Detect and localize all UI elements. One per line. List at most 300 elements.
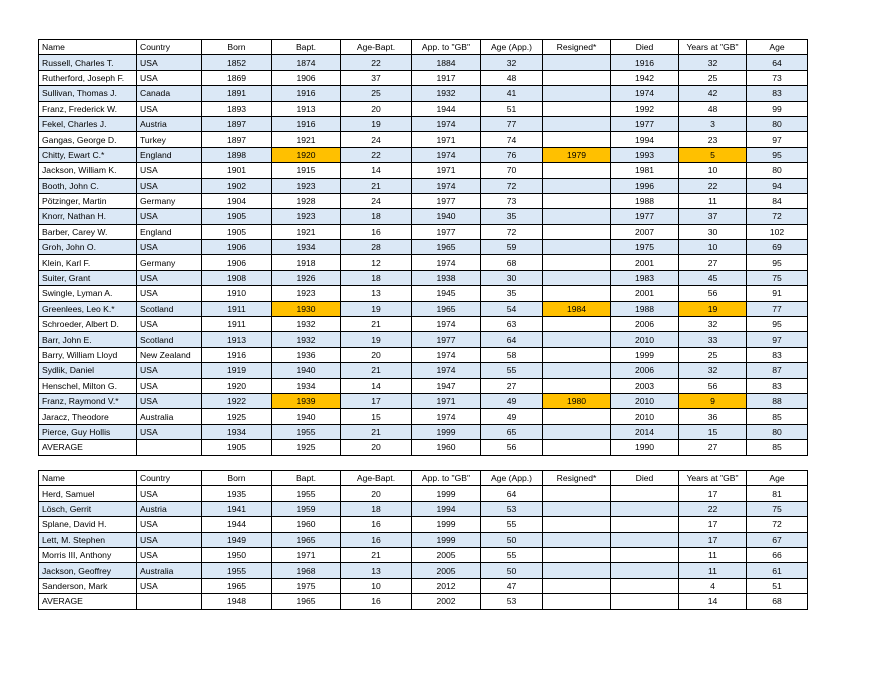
- table-cell: 1971: [272, 547, 341, 562]
- table-cell: [611, 501, 679, 516]
- table-cell: 2001: [611, 286, 679, 301]
- table-cell: Russell, Charles T.: [39, 55, 137, 70]
- table-cell: 1906: [272, 70, 341, 85]
- table-cell: 58: [481, 347, 543, 362]
- table-cell: 1944: [202, 517, 272, 532]
- table-cell: 1988: [611, 193, 679, 208]
- table-cell: 55: [481, 517, 543, 532]
- table-cell: 27: [679, 440, 747, 455]
- table-cell: 99: [747, 101, 808, 116]
- table-cell: 1891: [202, 86, 272, 101]
- table-cell: USA: [137, 424, 202, 439]
- table-cell: 68: [481, 255, 543, 270]
- table-cell: 95: [747, 255, 808, 270]
- table-cell: 51: [481, 101, 543, 116]
- table-cell: 1911: [202, 317, 272, 332]
- table-cell: 69: [747, 240, 808, 255]
- table-cell: 32: [679, 363, 747, 378]
- table-cell: 1923: [272, 209, 341, 224]
- table-cell: 72: [481, 178, 543, 193]
- table-cell: 1993: [611, 147, 679, 162]
- table-cell: 5: [679, 147, 747, 162]
- table-cell: 41: [481, 86, 543, 101]
- table-row: [39, 378, 808, 393]
- table-cell: 1884: [412, 55, 481, 70]
- table-cell: 50: [481, 532, 543, 547]
- table-cell: [543, 547, 611, 562]
- table-cell: [543, 378, 611, 393]
- table-cell: 10: [341, 578, 412, 593]
- table-cell: Suiter, Grant: [39, 270, 137, 285]
- table-cell: USA: [137, 101, 202, 116]
- table-cell: 25: [679, 347, 747, 362]
- table-cell: [543, 332, 611, 347]
- table-cell: 18: [341, 270, 412, 285]
- table-cell: 21: [341, 424, 412, 439]
- table-cell: 94: [747, 178, 808, 193]
- table-cell: 14: [341, 163, 412, 178]
- table-cell: Sydlik, Daniel: [39, 363, 137, 378]
- table-cell: 74: [481, 132, 543, 147]
- table-cell: 1932: [412, 86, 481, 101]
- table-cell: 91: [747, 286, 808, 301]
- table-cell: Gangas, George D.: [39, 132, 137, 147]
- table-cell: Australia: [137, 563, 202, 578]
- table-cell: 1974: [412, 255, 481, 270]
- table-cell: 2006: [611, 363, 679, 378]
- table-cell: [543, 224, 611, 239]
- table-cell: 1930: [272, 301, 341, 316]
- table-cell: 1960: [272, 517, 341, 532]
- table-cell: 1984: [543, 301, 611, 316]
- table-row: [39, 409, 808, 424]
- table-cell: [543, 70, 611, 85]
- table-row: [39, 332, 808, 347]
- table-cell: 87: [747, 363, 808, 378]
- table-cell: 27: [481, 378, 543, 393]
- table-cell: 73: [481, 193, 543, 208]
- table-cell: 1965: [202, 578, 272, 593]
- table-cell: 80: [747, 163, 808, 178]
- table-cell: Jaracz, Theodore: [39, 409, 137, 424]
- table-cell: 1852: [202, 55, 272, 70]
- table-cell: 11: [679, 547, 747, 562]
- table-cell: 20: [341, 486, 412, 501]
- table-cell: 21: [341, 178, 412, 193]
- table-cell: 53: [481, 594, 543, 609]
- table-cell: 18: [341, 501, 412, 516]
- table-cell: England: [137, 224, 202, 239]
- table-cell: 1940: [272, 363, 341, 378]
- table-cell: [543, 486, 611, 501]
- table-row: [39, 393, 808, 408]
- table-cell: 47: [481, 578, 543, 593]
- table-cell: 37: [341, 70, 412, 85]
- table-cell: Henschel, Milton G.: [39, 378, 137, 393]
- table-cell: 2006: [611, 317, 679, 332]
- table-cell: Age (App.): [481, 40, 543, 55]
- table-cell: Greenlees, Leo K.*: [39, 301, 137, 316]
- table-cell: 1936: [272, 347, 341, 362]
- table-cell: 27: [679, 255, 747, 270]
- table-cell: 1971: [412, 132, 481, 147]
- table-cell: 1919: [202, 363, 272, 378]
- table-row: [39, 224, 808, 239]
- table-cell: Years at "GB": [679, 471, 747, 486]
- table-cell: 1906: [202, 240, 272, 255]
- table-cell: 1999: [611, 347, 679, 362]
- table-cell: Barry, William Lloyd: [39, 347, 137, 362]
- table-cell: 1915: [272, 163, 341, 178]
- table-cell: 1965: [412, 301, 481, 316]
- table-cell: Lett, M. Stephen: [39, 532, 137, 547]
- table-cell: 1971: [412, 393, 481, 408]
- table-cell: [137, 594, 202, 609]
- table-cell: 1960: [412, 440, 481, 455]
- table-cell: 1940: [272, 409, 341, 424]
- table-cell: 25: [679, 70, 747, 85]
- table-cell: USA: [137, 286, 202, 301]
- table-cell: Splane, David H.: [39, 517, 137, 532]
- table-cell: [611, 532, 679, 547]
- table-cell: 1920: [272, 147, 341, 162]
- table-cell: 1992: [611, 101, 679, 116]
- table-cell: Country: [137, 471, 202, 486]
- table-cell: [611, 563, 679, 578]
- table-cell: 1923: [272, 286, 341, 301]
- table-cell: 2002: [412, 594, 481, 609]
- table-cell: 14: [679, 594, 747, 609]
- table-cell: 1934: [202, 424, 272, 439]
- table-cell: 56: [679, 286, 747, 301]
- table-cell: 1920: [202, 378, 272, 393]
- table-cell: 77: [747, 301, 808, 316]
- table-cell: 1994: [611, 132, 679, 147]
- table-cell: [543, 409, 611, 424]
- table-cell: Austria: [137, 501, 202, 516]
- table-cell: 17: [679, 532, 747, 547]
- table-cell: 11: [679, 193, 747, 208]
- table-cell: 19: [341, 332, 412, 347]
- table-row: [39, 86, 808, 101]
- table-cell: 48: [481, 70, 543, 85]
- table-cell: 11: [679, 563, 747, 578]
- table-cell: 1911: [202, 301, 272, 316]
- table-cell: 1916: [272, 86, 341, 101]
- table-cell: 4: [679, 578, 747, 593]
- table-cell: 1965: [272, 532, 341, 547]
- table-cell: 1974: [412, 409, 481, 424]
- table-row: [39, 501, 808, 516]
- table-cell: USA: [137, 70, 202, 85]
- table-cell: [543, 86, 611, 101]
- table-cell: 95: [747, 317, 808, 332]
- table-cell: 1977: [611, 209, 679, 224]
- table-cell: Bapt.: [272, 471, 341, 486]
- table-cell: 1910: [202, 286, 272, 301]
- table-cell: 56: [679, 378, 747, 393]
- table-cell: 33: [679, 332, 747, 347]
- table-cell: 1913: [202, 332, 272, 347]
- table-cell: 1904: [202, 193, 272, 208]
- table-cell: 1905: [202, 209, 272, 224]
- table-cell: 64: [747, 55, 808, 70]
- table-cell: [543, 594, 611, 609]
- table-row: [39, 101, 808, 116]
- table-cell: 36: [679, 409, 747, 424]
- table-cell: Age: [747, 40, 808, 55]
- table-cell: AVERAGE: [39, 594, 137, 609]
- table-cell: 1948: [202, 594, 272, 609]
- table-cell: 1932: [272, 317, 341, 332]
- table-cell: USA: [137, 55, 202, 70]
- table-cell: 61: [747, 563, 808, 578]
- table-cell: [543, 116, 611, 131]
- table-row: [39, 317, 808, 332]
- table-cell: 54: [481, 301, 543, 316]
- table-row: [39, 424, 808, 439]
- table-row: [39, 116, 808, 131]
- table-cell: [543, 578, 611, 593]
- table-cell: [611, 517, 679, 532]
- table-cell: 1968: [272, 563, 341, 578]
- table-cell: 1999: [412, 486, 481, 501]
- table-cell: 45: [679, 270, 747, 285]
- table-cell: 1901: [202, 163, 272, 178]
- table-row: [39, 55, 808, 70]
- table-cell: 32: [679, 317, 747, 332]
- table-cell: 1938: [412, 270, 481, 285]
- table-cell: 1949: [202, 532, 272, 547]
- table-cell: Groh, John O.: [39, 240, 137, 255]
- table-cell: 23: [679, 132, 747, 147]
- table-cell: Schroeder, Albert D.: [39, 317, 137, 332]
- table-cell: 14: [341, 378, 412, 393]
- table-row: [39, 70, 808, 85]
- table-cell: [543, 270, 611, 285]
- table-cell: 67: [747, 532, 808, 547]
- table-cell: Booth, John C.: [39, 178, 137, 193]
- table-cell: 21: [341, 363, 412, 378]
- table-cell: 1898: [202, 147, 272, 162]
- table-cell: 1925: [272, 440, 341, 455]
- table-cell: 12: [341, 255, 412, 270]
- table-cell: 56: [481, 440, 543, 455]
- table-cell: App. to "GB": [412, 471, 481, 486]
- table-cell: 22: [679, 178, 747, 193]
- table-cell: 1944: [412, 101, 481, 116]
- table-row: [39, 193, 808, 208]
- table-cell: 35: [481, 209, 543, 224]
- table-cell: Sullivan, Thomas J.: [39, 86, 137, 101]
- table-cell: 16: [341, 532, 412, 547]
- table-cell: 1942: [611, 70, 679, 85]
- table-cell: 77: [481, 116, 543, 131]
- table-cell: [543, 209, 611, 224]
- table-cell: 95: [747, 147, 808, 162]
- table-cell: 1996: [611, 178, 679, 193]
- table-cell: 1869: [202, 70, 272, 85]
- table-cell: Jackson, William K.: [39, 163, 137, 178]
- table-cell: Jackson, Geoffrey: [39, 563, 137, 578]
- table-cell: USA: [137, 393, 202, 408]
- table-cell: 1940: [412, 209, 481, 224]
- table-cell: 66: [747, 547, 808, 562]
- table-cell: 1974: [412, 147, 481, 162]
- table-cell: 1874: [272, 55, 341, 70]
- table-cell: 20: [341, 101, 412, 116]
- table-cell: Fekel, Charles J.: [39, 116, 137, 131]
- table-cell: USA: [137, 163, 202, 178]
- table-cell: 73: [747, 70, 808, 85]
- table-cell: [543, 240, 611, 255]
- table-cell: 22: [341, 147, 412, 162]
- table-cell: 1955: [272, 486, 341, 501]
- table-cell: Born: [202, 40, 272, 55]
- table-cell: 19: [341, 301, 412, 316]
- table-cell: 1955: [202, 563, 272, 578]
- table-row: [39, 486, 808, 501]
- table-row: [39, 132, 808, 147]
- table-cell: 20: [341, 347, 412, 362]
- table-cell: Resigned*: [543, 471, 611, 486]
- table-cell: 22: [679, 501, 747, 516]
- table-cell: 55: [481, 547, 543, 562]
- table-cell: 1999: [412, 517, 481, 532]
- table-cell: Lösch, Gerrit: [39, 501, 137, 516]
- table-cell: 1977: [412, 193, 481, 208]
- table-cell: 1897: [202, 132, 272, 147]
- table-cell: 1959: [272, 501, 341, 516]
- table-cell: 85: [747, 409, 808, 424]
- table-cell: [543, 501, 611, 516]
- table-cell: 2012: [412, 578, 481, 593]
- table-row: [39, 255, 808, 270]
- table-cell: [543, 255, 611, 270]
- table-cell: 1999: [412, 532, 481, 547]
- table-row: [39, 563, 808, 578]
- table-cell: 1897: [202, 116, 272, 131]
- table-cell: Klein, Karl F.: [39, 255, 137, 270]
- table-row: [39, 578, 808, 593]
- table-cell: Herd, Samuel: [39, 486, 137, 501]
- table-cell: [543, 440, 611, 455]
- table-cell: 30: [679, 224, 747, 239]
- table-cell: 2010: [611, 409, 679, 424]
- table-cell: USA: [137, 270, 202, 285]
- table-row: [39, 347, 808, 362]
- table-row: [39, 240, 808, 255]
- table-cell: 81: [747, 486, 808, 501]
- table-cell: Germany: [137, 193, 202, 208]
- table-cell: 24: [341, 193, 412, 208]
- table-cell: 84: [747, 193, 808, 208]
- table-cell: 1922: [202, 393, 272, 408]
- table-cell: [543, 193, 611, 208]
- table-cell: 22: [341, 55, 412, 70]
- table-cell: 16: [341, 224, 412, 239]
- table-cell: 75: [747, 270, 808, 285]
- table-cell: 80: [747, 424, 808, 439]
- table-cell: 83: [747, 86, 808, 101]
- table-cell: 37: [679, 209, 747, 224]
- table-cell: 1921: [272, 224, 341, 239]
- table-cell: 72: [481, 224, 543, 239]
- table-cell: 2010: [611, 332, 679, 347]
- table-cell: Franz, Frederick W.: [39, 101, 137, 116]
- table-row: [39, 147, 808, 162]
- table-cell: 2014: [611, 424, 679, 439]
- table-cell: 30: [481, 270, 543, 285]
- table-cell: 55: [481, 363, 543, 378]
- table-cell: 51: [747, 578, 808, 593]
- table-cell: [543, 317, 611, 332]
- table-cell: 16: [341, 517, 412, 532]
- table-cell: 13: [341, 563, 412, 578]
- table-cell: [543, 101, 611, 116]
- table-cell: 2003: [611, 378, 679, 393]
- table-cell: 76: [481, 147, 543, 162]
- table-cell: 1974: [412, 178, 481, 193]
- table-cell: 75: [747, 501, 808, 516]
- table-cell: 49: [481, 393, 543, 408]
- table-row: [39, 270, 808, 285]
- table-cell: [543, 517, 611, 532]
- table-cell: Barber, Carey W.: [39, 224, 137, 239]
- table-cell: Morris III, Anthony: [39, 547, 137, 562]
- table-cell: 1974: [412, 116, 481, 131]
- table-cell: 1974: [412, 363, 481, 378]
- table-cell: AVERAGE: [39, 440, 137, 455]
- table-cell: USA: [137, 517, 202, 532]
- table-cell: 1950: [202, 547, 272, 562]
- table-row: [39, 363, 808, 378]
- table-cell: Bapt.: [272, 40, 341, 55]
- table-cell: 1947: [412, 378, 481, 393]
- table-cell: 1994: [412, 501, 481, 516]
- table-cell: 42: [679, 86, 747, 101]
- table-cell: Born: [202, 471, 272, 486]
- table-cell: 3: [679, 116, 747, 131]
- table-cell: 70: [481, 163, 543, 178]
- table-cell: 1939: [272, 393, 341, 408]
- table-cell: 1928: [272, 193, 341, 208]
- table-cell: 1913: [272, 101, 341, 116]
- table-cell: USA: [137, 317, 202, 332]
- table-cell: 21: [341, 547, 412, 562]
- table-cell: 1977: [412, 224, 481, 239]
- table-cell: 49: [481, 409, 543, 424]
- table-cell: 1981: [611, 163, 679, 178]
- table-cell: 80: [747, 116, 808, 131]
- table-cell: 1955: [272, 424, 341, 439]
- table-header-row: [39, 40, 808, 55]
- table-cell: Age-Bapt.: [341, 40, 412, 55]
- table-cell: 1990: [611, 440, 679, 455]
- table-cell: 1941: [202, 501, 272, 516]
- table-row: [39, 517, 808, 532]
- table-cell: USA: [137, 240, 202, 255]
- table-cell: 83: [747, 347, 808, 362]
- table-cell: 1934: [272, 240, 341, 255]
- table-cell: USA: [137, 363, 202, 378]
- table-cell: 1921: [272, 132, 341, 147]
- table-cell: [543, 563, 611, 578]
- table-cell: Franz, Raymond V.*: [39, 393, 137, 408]
- table-cell: USA: [137, 378, 202, 393]
- table-cell: 1918: [272, 255, 341, 270]
- table-cell: 1902: [202, 178, 272, 193]
